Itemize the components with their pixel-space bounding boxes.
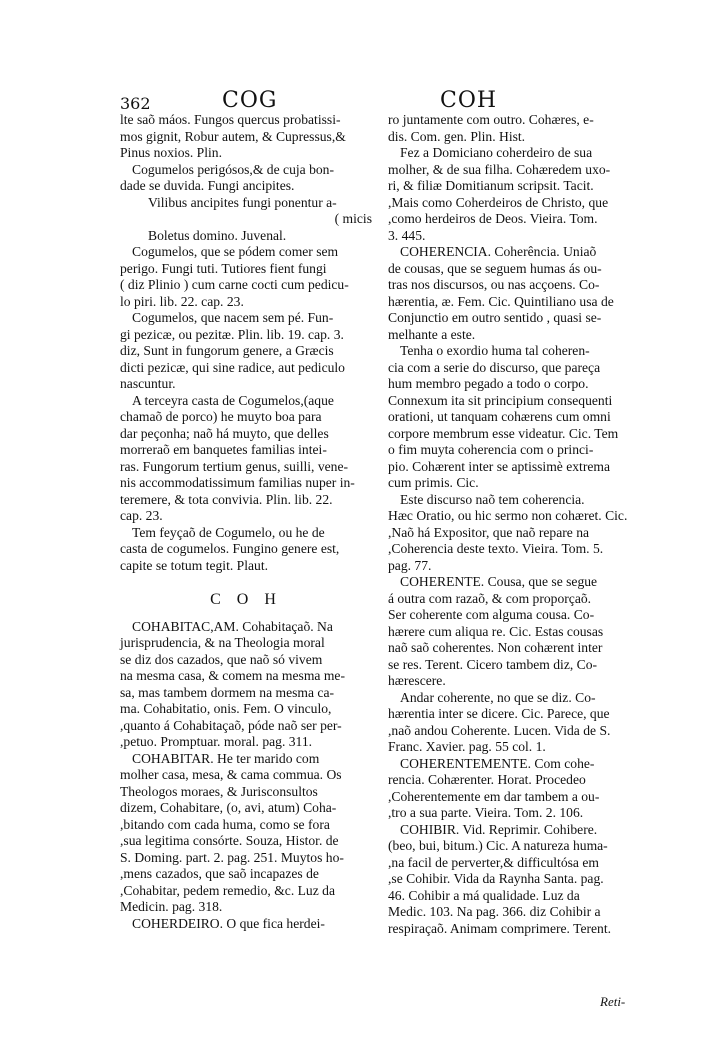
text-line: se diz dos cazados, que naõ só vivem <box>120 651 323 667</box>
text-line: dicti pezicæ, qui sine radice, aut pediculo <box>120 359 345 375</box>
text-line: ,Naõ há Expositor, que naõ repare na <box>388 524 590 540</box>
text-line: S. Doming. part. 2. pag. 251. Muytos ho- <box>120 849 344 865</box>
text-line: ,na facil de perverter,& difficultósa em <box>388 854 599 870</box>
text-line: Conjunctio em outro sentido , quasi se- <box>388 310 602 325</box>
text-line: chamaõ de porco) he muyto boa para <box>120 409 322 424</box>
text-line: ,sua legitima consórte. Souza, Histor. de <box>120 833 339 848</box>
text-line: pag. 77. <box>388 557 432 573</box>
text-line: cum primis. Cic. <box>388 475 479 490</box>
text-line: Tem feyçaõ de Cogumelo, ou he de <box>132 524 325 540</box>
text-line: molher casa, mesa, & cama commua. Os <box>120 767 342 782</box>
right-column <box>388 112 638 937</box>
text-line: dade se duvida. Fungi ancipites. <box>120 178 295 193</box>
text-line: morreraõ em banquetes familias intei- <box>120 442 327 457</box>
text-line: lo piri. lib. 22. cap. 23. <box>120 293 244 309</box>
text-line: casta de cogumelos. Fungino genere est, <box>120 541 340 556</box>
headword-right: COH <box>440 88 498 113</box>
text-line: de cousas, que se seguem humas ás ou- <box>388 260 602 276</box>
text-line: (beo, bui, bitum.) Cic. A natureza huma- <box>388 838 608 853</box>
text-line: Ser coherente com alguma cousa. Co- <box>388 607 595 622</box>
verse-line: Vilibus ancipites fungi ponentur a- <box>148 194 337 210</box>
text-line: A terceyra casta de Cogumelos,(aque <box>132 392 334 408</box>
text-line: teremere, & tota convivia. Plin. lib. 22. <box>120 491 333 507</box>
text-line: ,Cohabitar, pedem remedio, &c. Luz da <box>120 882 335 898</box>
page-number: 362 <box>120 94 151 113</box>
text-line: Cogumelos perigósos,& de cuja bon- <box>132 161 334 177</box>
section-heading: C O H <box>210 591 282 608</box>
text-line: hærescere. <box>388 673 446 688</box>
text-line: ,mens cazados, que saõ incapazes de <box>120 866 319 881</box>
text-line: cap. 23. <box>120 508 163 523</box>
text-line: Franc. Xavier. pag. 55 col. 1. <box>388 739 546 754</box>
entry-line: COHERDEIRO. O que fica herdei- <box>132 915 325 931</box>
text-line: ma. Cohabitatio, onis. Fem. O vinculo, <box>120 701 332 716</box>
text-line: ras. Fungorum tertium genus, suilli, vene- <box>120 458 349 474</box>
text-line: naõ saõ coherentes. Non cohærent inter <box>388 640 603 655</box>
text-line: dis. Com. gen. Plin. Hist. <box>388 128 526 144</box>
text-line: ,Coherentemente em dar tambem a ou- <box>388 788 600 804</box>
text-line: mos gignit, Robur autem, & Cupressus,& <box>120 128 346 144</box>
text-line: tras nos discursos, ou nas acçoens. Co- <box>388 277 600 292</box>
text-line: orationi, ut tanquam cohærens cum omni <box>388 409 611 424</box>
text-line: corpore membrum esse videatur. Cic. Tem <box>388 425 619 441</box>
entry-line: COHABITAR. He ter marido com <box>132 750 320 766</box>
text-line: á outra com razaõ, & com proporçaõ. <box>388 590 592 606</box>
text-line: na mesma casa, & comem na mesma me- <box>120 668 345 683</box>
text-line: o fim muyta coherencia com o princi- <box>388 442 594 457</box>
text-line: Cogumelos, que se pódem comer sem <box>132 244 339 259</box>
headword-left: COG <box>222 88 278 113</box>
text-line: pio. Cohærent inter se aptissimè extrema <box>388 458 610 474</box>
text-line: gi pezicæ, ou pezitæ. Plin. lib. 19. cap. 3. <box>120 326 344 342</box>
text-line: Fez a Domiciano coherdeiro de sua <box>400 145 593 160</box>
text-line: Theologos moraes, & Jurisconsultos <box>120 783 318 799</box>
text-line: lte saõ máos. Fungos quercus probatissi- <box>120 112 341 127</box>
text-line: ,bitando com cada huma, como se fora <box>120 816 330 832</box>
text-line: rencia. Cohærenter. Horat. Procedeo <box>388 772 586 787</box>
text-line: perigo. Fungi tuti. Tutiores fient fungi <box>120 260 327 276</box>
text-line: 3. 445. <box>388 227 426 243</box>
entry-line: COHABITAC,AM. Cohabitaçaõ. Na <box>132 618 333 634</box>
text-line: Pinus noxios. Plin. <box>120 145 222 160</box>
text-line: hærere cum aliqua re. Cic. Estas cousas <box>388 623 604 639</box>
text-line: cia com a serie do discurso, que pareça <box>388 359 601 375</box>
text-line: 46. Cohibir a má qualidade. Luz da <box>388 887 580 903</box>
text-line: jurisprudencia, & na Theologia moral <box>120 635 325 650</box>
entry-line: COHERENCIA. Coherência. Uniaõ <box>400 244 597 259</box>
text-line: hærentia, æ. Fem. Cic. Quintiliano usa de <box>388 293 614 309</box>
left-column <box>120 112 372 932</box>
text-line: ,quanto á Cohabitaçaõ, póde naõ ser per- <box>120 717 342 733</box>
text-line: Cogumelos, que nacem sem pé. Fun- <box>132 310 334 325</box>
text-line: nis accommodatissimum familias nuper in- <box>120 475 355 490</box>
text-line: ,petuo. Promptuar. moral. pag. 311. <box>120 734 313 749</box>
entry-line: COHERENTE. Cousa, que se segue <box>400 574 598 589</box>
text-line: Este discurso naõ tem coherencia. <box>400 491 585 507</box>
text-line: hærentia inter se dicere. Cic. Parece, que <box>388 706 610 721</box>
text-line: ,Mais como Coherdeiros de Christo, que <box>388 194 609 210</box>
text-line: capite se totum tegit. Plaut. <box>120 557 268 573</box>
entry-line: COHERENTEMENTE. Com cohe- <box>400 755 595 771</box>
entry-line: COHIBIR. Vid. Reprimir. Cohibere. <box>400 821 598 837</box>
text-line: hum membro pegado a todo o corpo. <box>388 376 589 391</box>
text-line: ,tro a sua parte. Vieira. Tom. 2. 106. <box>388 805 584 820</box>
verse-line: ( micis <box>334 211 372 226</box>
text-line: dizem, Cohabitare, (o, avi, atum) Coha- <box>120 800 337 815</box>
text-line: ri, & filiæ Domitianum scripsit. Tacit. <box>388 178 594 193</box>
verse-line: Boletus domino. Juvenal. <box>148 227 287 243</box>
text-line: Tenha o exordio huma tal coheren- <box>400 343 590 358</box>
text-line: ,Coherencia deste texto. Vieira. Tom. 5. <box>388 541 604 556</box>
text-line: nascuntur. <box>120 376 176 391</box>
text-line: ,naõ andou Coherente. Lucen. Vida de S. <box>388 722 611 738</box>
text-line: ( diz Plinio ) cum carne cocti cum pedicu- <box>120 277 349 292</box>
text-line: molher, & de sua filha. Cohæredem uxo- <box>388 161 611 177</box>
text-line: ,como herdeiros de Deos. Vieira. Tom. <box>388 211 598 226</box>
text-line: Andar coherente, no que se diz. Co- <box>400 689 596 705</box>
text-line: respiraçaõ. Animam comprimere. Terent. <box>388 920 612 936</box>
text-line: Connexum ita sit principium consequenti <box>388 392 613 408</box>
text-line: Hæc Oratio, ou hic sermo non cohæret. Cic. <box>388 508 628 523</box>
text-line: melhante a este. <box>388 326 476 342</box>
text-line: sa, mas tambem dormem na mesma ca- <box>120 684 335 700</box>
text-line: ro juntamente com outro. Cohæres, e- <box>388 112 594 127</box>
catchword: Reti- <box>600 994 626 1009</box>
text-line: Medicin. pag. 318. <box>120 899 223 914</box>
text-line: Medic. 103. Na pag. 366. diz Cohibir a <box>388 904 601 919</box>
text-line: se res. Terent. Cicero tambem diz, Co- <box>388 656 598 672</box>
text-line: diz, Sunt in fungorum genere, a Græcis <box>120 343 334 358</box>
text-line: dar peçonha; naõ há muyto, que delles <box>120 425 329 441</box>
text-line: ,se Cohibir. Vida da Raynha Santa. pag. <box>388 871 604 886</box>
